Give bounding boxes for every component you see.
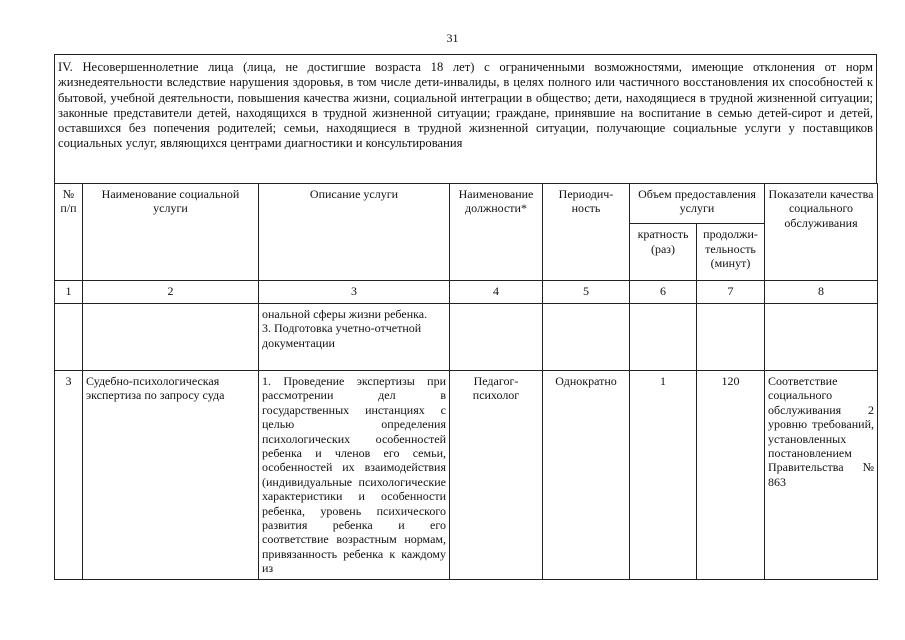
empty-cell [765, 304, 878, 371]
header-row [55, 184, 878, 224]
column-number: 1 [55, 281, 83, 304]
section-heading: IV. Несовершеннолетние лица (лица, не достигшие возраста 18 лет) с ограниченными возможностями, имеющие отклонения от норм жизнедеятельности вследствие нарушения здоровья, в том числе дети-инвалиды, в целях полного или частичного восстановления их способностей к бытовой, учебной деятельности, повышения качества жизни, социальной интеграции в общество; дети, находящиеся в трудной жизненной ситуации; законные представители детей, находящихся в трудной жизненной ситуации; граждане, принявшие на воспитание в семью детей-сирот и детей, оставшихся без попечения родителей; семьи, находящиеся в трудной жизненной ситуации, получающие социальные услуги у поставщиков социальных услуг, являющихся центрами диагностики и консультирования [54, 54, 877, 183]
empty-cell [83, 304, 259, 371]
header-description: Описание услуги [259, 184, 450, 281]
empty-cell [543, 304, 630, 371]
empty-cell [450, 304, 543, 371]
header-multiplicity: кратность (раз) [630, 224, 697, 281]
row-multiplicity: 1 [630, 371, 697, 580]
column-number: 3 [259, 281, 450, 304]
column-number: 6 [630, 281, 697, 304]
column-number: 4 [450, 281, 543, 304]
row-duration: 120 [697, 371, 765, 580]
header-volume: Объем предоставления услуги [630, 184, 765, 224]
table-row [55, 371, 878, 580]
header-position: Наименование должности* [450, 184, 543, 281]
row-num: 3 [55, 371, 83, 580]
services-table [54, 183, 878, 580]
row-description: 1. Проведение экспертизы при рассмотрении дел в государственных инстанциях с целью определения психологических особенностей ребенка и членов его семьи, особенностей их взаимодействия (индивидуальные психологические характеристики и особенности ребенка, уровень психического развития ребенка и его соответствие возрастным нормам, привязанность ребенка к каждому из [259, 371, 450, 580]
header-name: Наименование социальной услуги [83, 184, 259, 281]
row-position: Педагог-психолог [450, 371, 543, 580]
empty-cell [697, 304, 765, 371]
header-num: № п/п [55, 184, 83, 281]
empty-cell [630, 304, 697, 371]
row-quality: Соответствие социального обслуживания 2 уровню требований, установленных постановлением Правительства № 863 [765, 371, 878, 580]
row-service-name: Судебно-психологическая экспертиза по запросу суда [83, 371, 259, 580]
column-number: 5 [543, 281, 630, 304]
column-number: 7 [697, 281, 765, 304]
column-number: 8 [765, 281, 878, 304]
document-frame [54, 54, 877, 580]
continued-row [55, 304, 878, 371]
empty-cell [55, 304, 83, 371]
header-quality: Показатели качества социального обслуживания [765, 184, 878, 281]
header-duration: продолжи-тельность (минут) [697, 224, 765, 281]
column-numbers-row [55, 281, 878, 304]
column-number: 2 [83, 281, 259, 304]
header-periodicity: Периодич-ность [543, 184, 630, 281]
page-number: 31 [446, 31, 459, 45]
row-periodicity: Однократно [543, 371, 630, 580]
continued-description: ональной сферы жизни ребенка. 3. Подготовка учетно-отчетной документации [259, 304, 450, 371]
